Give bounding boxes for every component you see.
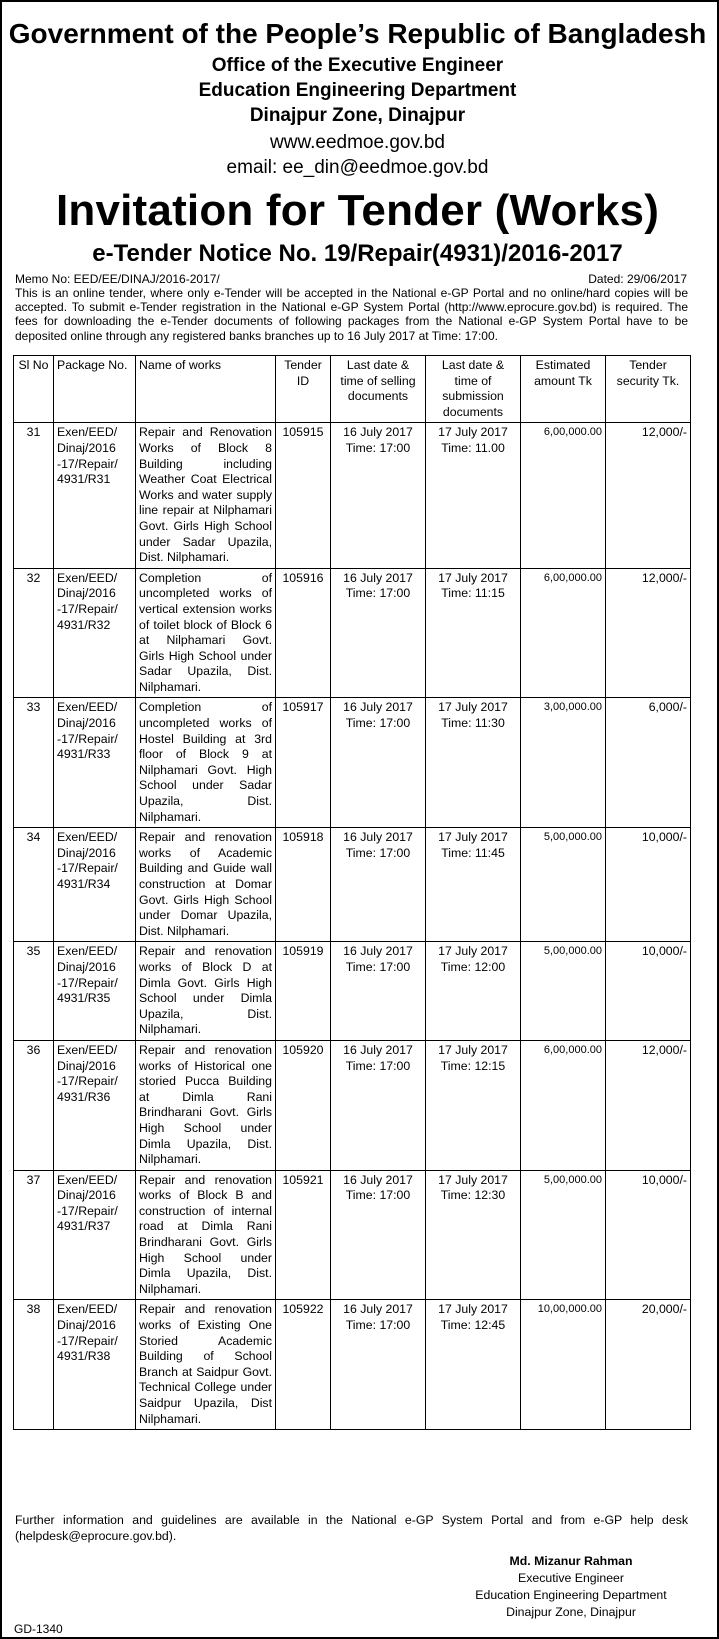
cell-selling: 16 July 2017 Time: 17:00 (331, 568, 426, 698)
cell-works: Completion of uncompleted works of vertical extension works of toilet block of Block 6 at Nilphamari Govt. Girls High School under Sadar Upazila, Dist. Nilphamari. (136, 568, 276, 698)
cell-package: Exen/EED/ Dinaj/2016 -17/Repair/ 4931/R38 (54, 1300, 136, 1430)
cell-security: 6,000/- (606, 698, 691, 828)
header-submission: Last date & time of submission documents (426, 356, 521, 423)
header-tender-id: Tender ID (276, 356, 331, 423)
table-header-row (14, 356, 691, 423)
cell-security: 12,000/- (606, 423, 691, 568)
office-heading: Office of the Executive Engineer (211, 55, 504, 76)
cell-package: Exen/EED/ Dinaj/2016 -17/Repair/ 4931/R31 (54, 423, 136, 568)
cell-security: 10,000/- (606, 1170, 691, 1300)
cell-sl: 37 (14, 1170, 54, 1300)
table-row (14, 568, 691, 698)
cell-tender-id: 105917 (276, 698, 331, 828)
table-row (14, 942, 691, 1041)
header-package: Package No. (54, 356, 136, 423)
cell-submission: 17 July 2017 Time: 11:30 (426, 698, 521, 828)
cell-amount: 6,00,000.00 (521, 1040, 606, 1170)
cell-package: Exen/EED/ Dinaj/2016 -17/Repair/ 4931/R37 (54, 1170, 136, 1300)
signatory-department: Education Engineering Department (475, 1588, 667, 1602)
gd-code: GD-1340 (14, 1622, 63, 1636)
cell-tender-id: 105922 (276, 1300, 331, 1430)
cell-selling: 16 July 2017 Time: 17:00 (331, 828, 426, 942)
cell-tender-id: 105919 (276, 942, 331, 1041)
intro-paragraph: This is an online tender, where only e-Tender will be accepted in the National e-GP Portal and no online/hard copies will be accepted. To submit e-Tender registration in the National e-GP System Portal (http://www.eprocure.gov.bd) is required. The fees for downloading the e-Tender documents of following packages from the National e-GP System Portal have to be deposited online through any registered banks branches up to 16 July 2017 at Time: 17:00. (15, 286, 688, 343)
cell-selling: 16 July 2017 Time: 17:00 (331, 423, 426, 568)
signatory-name: Md. Mizanur Rahman (509, 1554, 633, 1568)
cell-selling: 16 July 2017 Time: 17:00 (331, 1170, 426, 1300)
table-row (14, 698, 691, 828)
cell-sl: 35 (14, 942, 54, 1041)
cell-amount: 5,00,000.00 (521, 1170, 606, 1300)
header-amount: Estimated amount Tk (521, 356, 606, 423)
signatory-zone: Dinajpur Zone, Dinajpur (506, 1605, 636, 1619)
cell-sl: 31 (14, 423, 54, 568)
cell-works: Repair and renovation works of Historical one storied Pucca Building at Dimla Rani Brindharani Govt. Girls High School under Dimla Upazila, Dist. Nilphamari. (136, 1040, 276, 1170)
website-text: www.eedmoe.gov.bd (270, 132, 445, 153)
cell-selling: 16 July 2017 Time: 17:00 (331, 1300, 426, 1430)
cell-works: Repair and renovation works of Existing One Storied Academic Building of School Branch at Saidpur Govt. Technical College under Saidpur Upazila, Dist Nilphamari. (136, 1300, 276, 1430)
cell-security: 20,000/- (606, 1300, 691, 1430)
cell-submission: 17 July 2017 Time: 12:30 (426, 1170, 521, 1300)
cell-amount: 5,00,000.00 (521, 828, 606, 942)
notice-date: Dated: 29/06/2017 (588, 272, 687, 286)
cell-selling: 16 July 2017 Time: 17:00 (331, 1040, 426, 1170)
cell-sl: 32 (14, 568, 54, 698)
header-sl: Sl No (14, 356, 54, 423)
cell-package: Exen/EED/ Dinaj/2016 -17/Repair/ 4931/R35 (54, 942, 136, 1041)
cell-tender-id: 105918 (276, 828, 331, 942)
cell-package: Exen/EED/ Dinaj/2016 -17/Repair/ 4931/R32 (54, 568, 136, 698)
cell-sl: 34 (14, 828, 54, 942)
zone-heading: Dinajpur Zone, Dinajpur (249, 105, 466, 126)
table-row (14, 1040, 691, 1170)
notice-number: e-Tender Notice No. 19/Repair(4931)/2016-2017 (92, 240, 623, 267)
page-title: Invitation for Tender (Works) (55, 186, 660, 235)
cell-works: Completion of uncompleted works of Hostel Building at 3rd floor of Block 9 at Nilphamari Govt. High School under Sadar Upazila, Dist. Nilphamari. (136, 698, 276, 828)
cell-security: 12,000/- (606, 568, 691, 698)
cell-security: 10,000/- (606, 942, 691, 1041)
header-selling: Last date & time of selling documents (331, 356, 426, 423)
cell-amount: 6,00,000.00 (521, 423, 606, 568)
cell-sl: 36 (14, 1040, 54, 1170)
cell-submission: 17 July 2017 Time: 12:00 (426, 942, 521, 1041)
cell-package: Exen/EED/ Dinaj/2016 -17/Repair/ 4931/R36 (54, 1040, 136, 1170)
cell-tender-id: 105921 (276, 1170, 331, 1300)
government-heading: Government of the People’s Republic of Bangladesh (8, 18, 707, 49)
cell-sl: 38 (14, 1300, 54, 1430)
cell-submission: 17 July 2017 Time: 11.00 (426, 423, 521, 568)
department-heading: Education Engineering Department (198, 80, 517, 101)
cell-works: Repair and Renovation Works of Block 8 Building including Weather Coat Electrical Works and water supply line repair at Nilphamari Govt. Girls High School under Sadar Upazila, Dist. Nilphamari. (136, 423, 276, 568)
cell-works: Repair and renovation works of Academic Building and Guide wall construction at Domar Govt. Girls High School under Domar Upazila, Dist. Nilphamari. (136, 828, 276, 942)
cell-selling: 16 July 2017 Time: 17:00 (331, 698, 426, 828)
cell-tender-id: 105916 (276, 568, 331, 698)
memo-number: Memo No: EED/EE/DINAJ/2016-2017/ (15, 272, 220, 286)
cell-package: Exen/EED/ Dinaj/2016 -17/Repair/ 4931/R34 (54, 828, 136, 942)
cell-works: Repair and renovation works of Block B and construction of internal road at Dimla Rani Brindharani Govt. Girls High School under Dimla Upazila, Dist. Nilphamari. (136, 1170, 276, 1300)
table-row (14, 423, 691, 568)
table-row (14, 1300, 691, 1430)
tender-table (13, 355, 691, 1430)
signature-block (460, 1553, 682, 1621)
cell-security: 12,000/- (606, 1040, 691, 1170)
signatory-designation: Executive Engineer (518, 1571, 624, 1585)
cell-amount: 6,00,000.00 (521, 568, 606, 698)
cell-submission: 17 July 2017 Time: 11:45 (426, 828, 521, 942)
further-information: Further information and guidelines are available in the National e-GP System Portal and from e-GP help desk (helpdesk@eprocure.gov.bd). (15, 1513, 688, 1543)
cell-amount: 10,00,000.00 (521, 1300, 606, 1430)
cell-selling: 16 July 2017 Time: 17:00 (331, 942, 426, 1041)
cell-submission: 17 July 2017 Time: 11:15 (426, 568, 521, 698)
cell-amount: 3,00,000.00 (521, 698, 606, 828)
cell-sl: 33 (14, 698, 54, 828)
email-text: email: ee_din@eedmoe.gov.bd (226, 157, 489, 178)
table-row (14, 828, 691, 942)
cell-submission: 17 July 2017 Time: 12:15 (426, 1040, 521, 1170)
cell-security: 10,000/- (606, 828, 691, 942)
header-security: Tender security Tk. (606, 356, 691, 423)
cell-tender-id: 105920 (276, 1040, 331, 1170)
table-row (14, 1170, 691, 1300)
cell-package: Exen/EED/ Dinaj/2016 -17/Repair/ 4931/R33 (54, 698, 136, 828)
cell-amount: 5,00,000.00 (521, 942, 606, 1041)
cell-submission: 17 July 2017 Time: 12:45 (426, 1300, 521, 1430)
cell-tender-id: 105915 (276, 423, 331, 568)
cell-works: Repair and renovation works of Block D at Dimla Govt. Girls High School under Dimla Upazila, Dist. Nilphamari. (136, 942, 276, 1041)
header-works: Name of works (136, 356, 276, 423)
